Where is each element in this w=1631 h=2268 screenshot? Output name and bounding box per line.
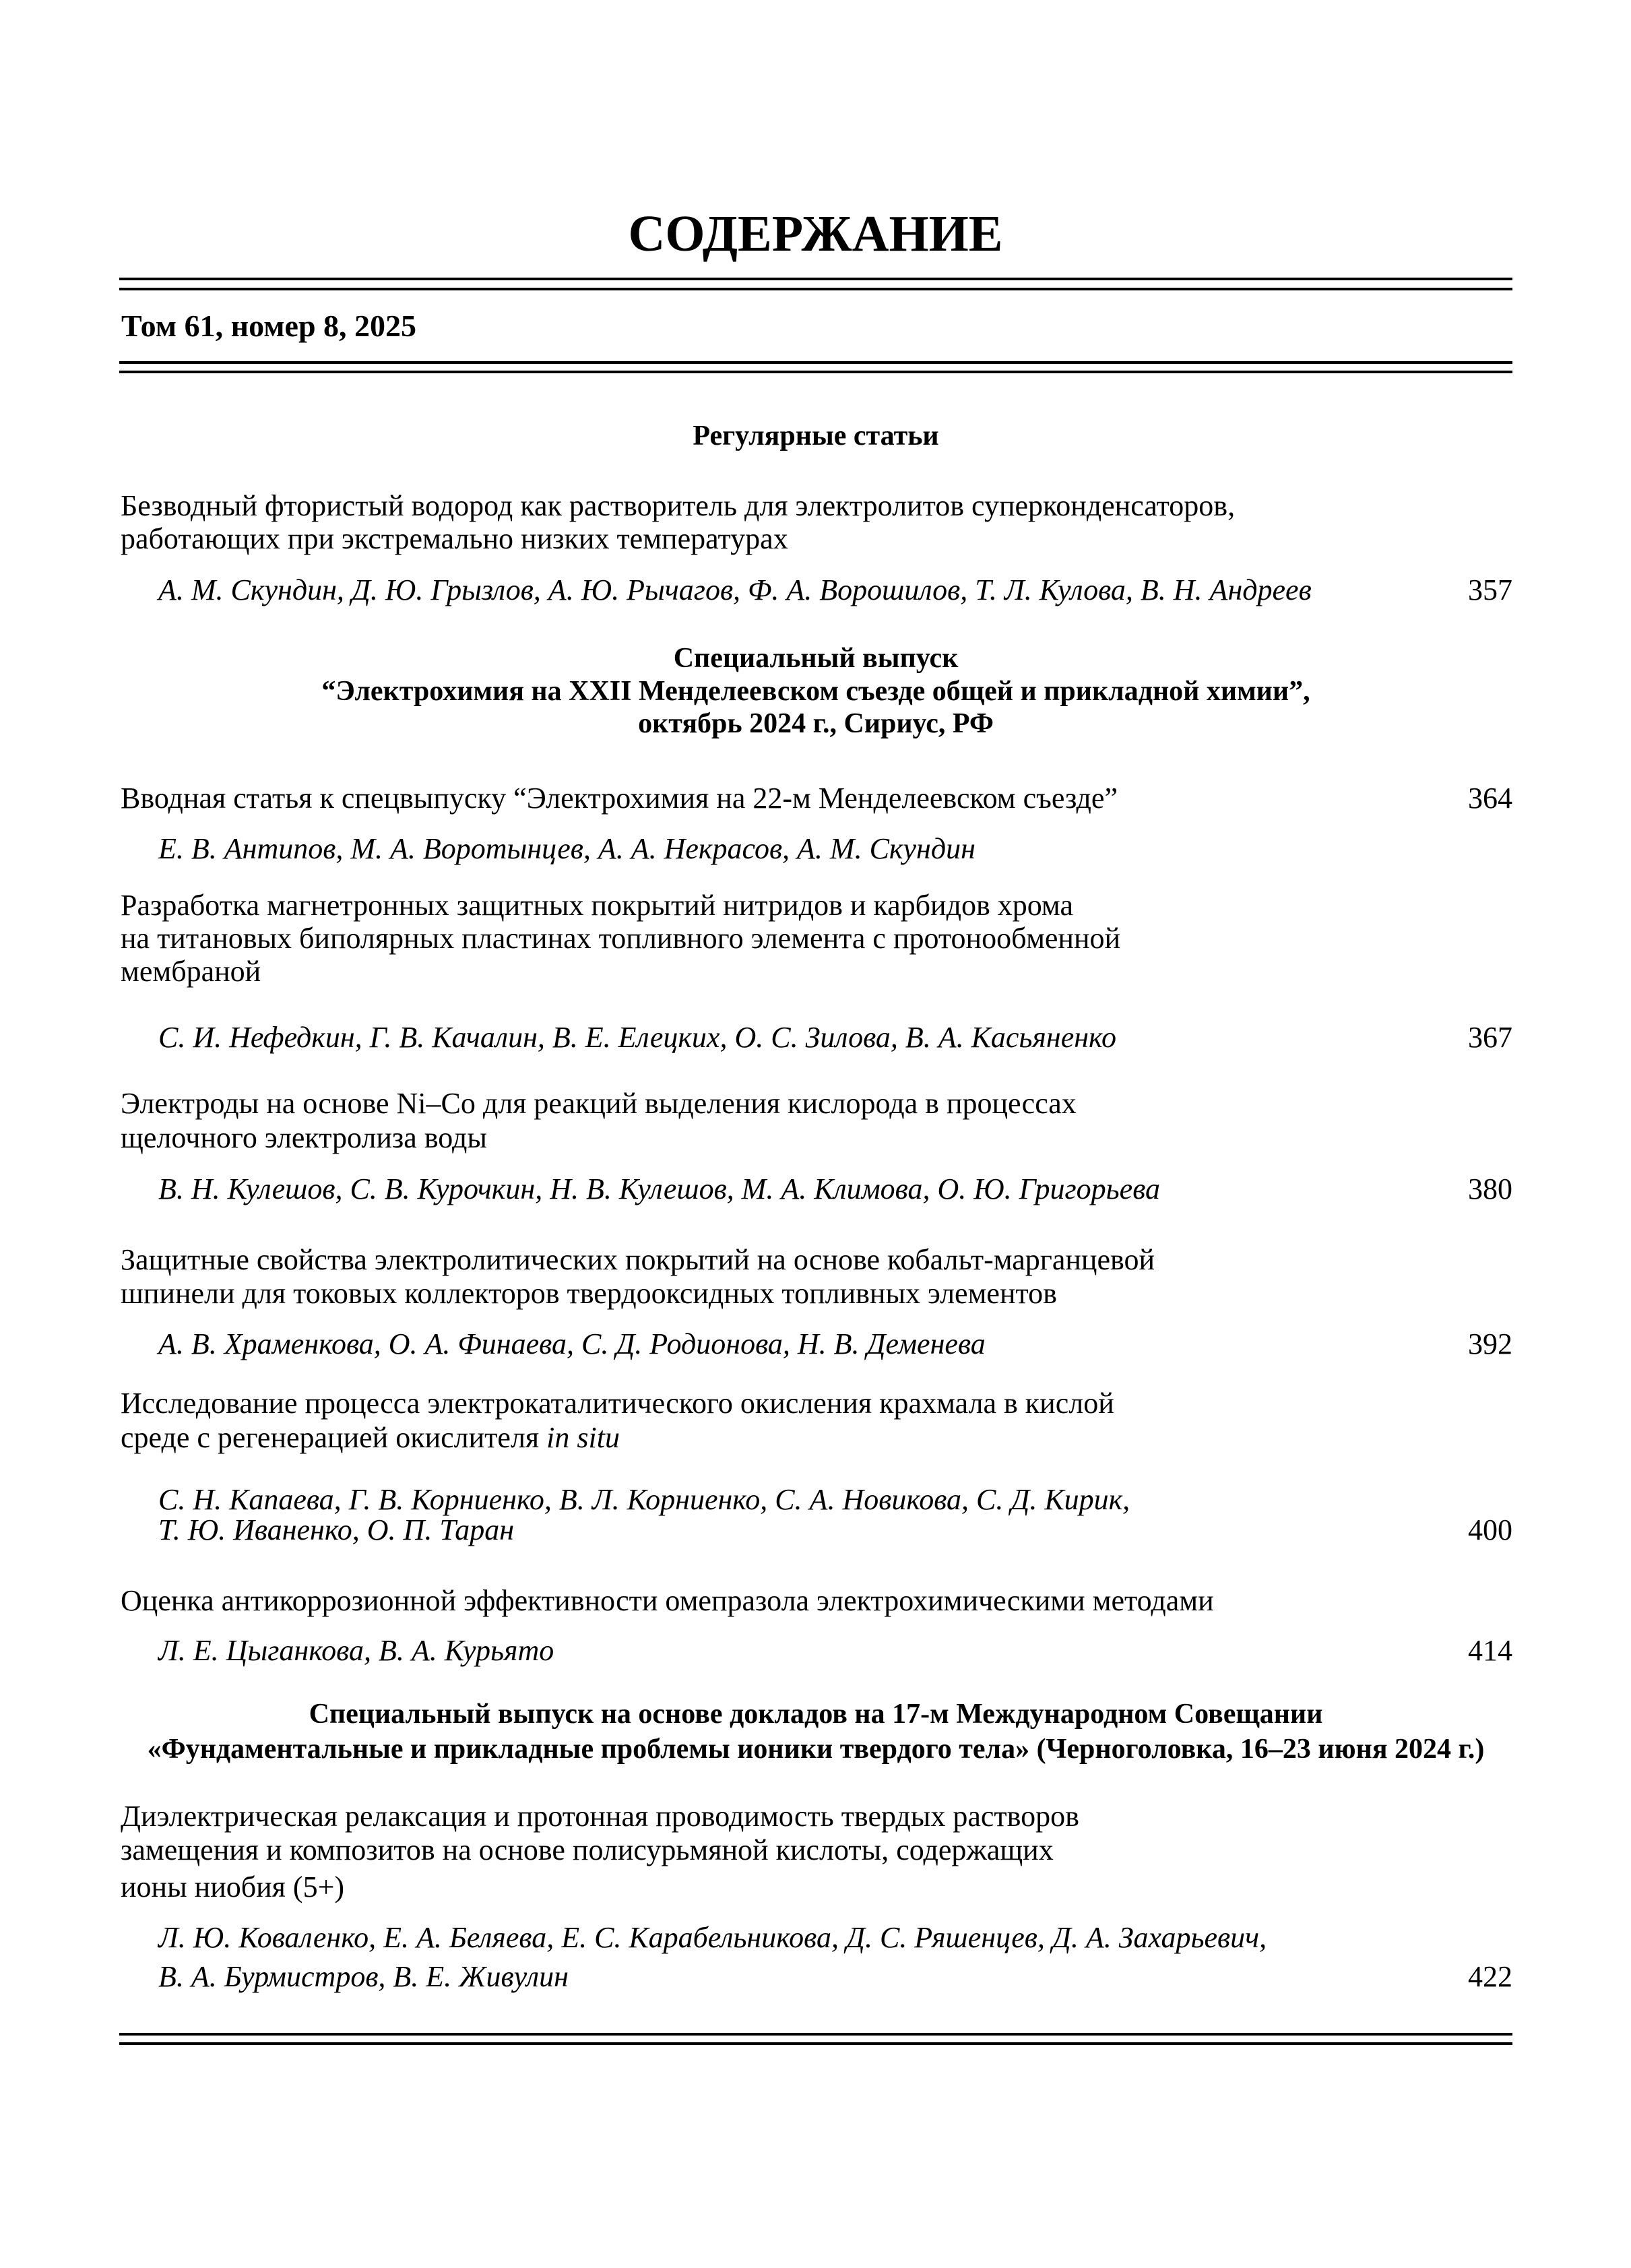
rule-bottom-2 [119,2042,1512,2045]
entry-title-line[interactable]: щелочного электролиза воды [121,1121,487,1154]
entry-page-number[interactable]: 422 [1468,1960,1512,1993]
entry-title-line[interactable]: Вводная статья к спецвыпуску “Электрохимия на 22-м Менделеевском съезде” [121,782,1118,815]
entry-authors: Л. Е. Цыганкова, В. А. Курьято [158,1634,554,1667]
section-heading-special-1: октябрь 2024 г., Сириус, РФ [638,708,994,739]
entry-authors: Е. В. Антипов, М. А. Воротынцев, А. А. Некрасов, А. М. Скундин [158,832,976,865]
entry-authors: А. В. Храменкова, О. А. Финаева, С. Д. Родионова, Н. В. Деменева [158,1327,986,1360]
rule-mid-2 [119,371,1512,373]
section-heading-special-1: “Электрохимия на XXII Менделеевском съезде общей и прикладной химии”, [321,676,1310,707]
entry-page-number[interactable]: 357 [1468,573,1512,606]
page-title: СОДЕРЖАНИЕ [628,206,1003,262]
entry-title-line[interactable]: ионы ниобия (5+) [121,1870,345,1903]
section-heading-special-2: «Фундаментальные и прикладные проблемы ионики твердого тела» (Черноголовка, 16–23 июня 2024 г.) [147,1734,1485,1765]
entry-title-text: среде с регенерацией окислителя [121,1421,547,1454]
entry-title-line[interactable]: Оценка антикоррозионной эффективности омепразола электрохимическими методами [121,1584,1214,1617]
entry-authors: С. И. Нефедкин, Г. В. Качалин, В. Е. Елецких, О. С. Зилова, В. А. Касьяненко [158,1021,1116,1054]
entry-authors: А. М. Скундин, Д. Ю. Грызлов, А. Ю. Рычагов, Ф. А. Ворошилов, Т. Л. Кулова, В. Н. Андреев [158,573,1312,606]
section-heading-special-2: Специальный выпуск на основе докладов на 17-м Международном Совещании [309,1699,1323,1730]
volume-info: Том 61, номер 8, 2025 [121,309,417,343]
rule-bottom-1 [119,2033,1512,2036]
entry-title-line[interactable]: Исследование процесса электрокаталитического окисления крахмала в кислой [121,1387,1114,1420]
entry-title-italic: in situ [546,1421,620,1454]
entry-title-line[interactable] [121,1423,620,1453]
entry-authors: Л. Ю. Коваленко, Е. А. Беляева, Е. С. Карабельникова, Д. С. Ряшенцев, Д. А. Захарьевич, [158,1921,1267,1954]
rule-top-1 [119,278,1512,280]
entry-title-line[interactable]: на титановых биполярных пластинах топливного элемента с протонообменной [121,922,1121,955]
entry-title-line[interactable]: работающих при экстремально низких температурах [121,522,788,555]
entry-title-line[interactable]: Электроды на основе Ni–Co для реакций выделения кислорода в процессах [121,1087,1077,1120]
entry-authors: С. Н. Капаева, Г. В. Корниенко, В. Л. Корниенко, С. А. Новикова, С. Д. Кирик, [158,1483,1130,1516]
entry-page-number[interactable]: 400 [1468,1513,1512,1546]
entry-page-number[interactable]: 414 [1468,1634,1512,1667]
entry-title-line[interactable]: шпинели для токовых коллекторов твердооксидных топливных элементов [121,1277,1057,1310]
rule-mid-1 [119,361,1512,364]
rule-top-2 [119,288,1512,290]
entry-title-line[interactable]: замещения и композитов на основе полисурьмяной кислоты, содержащих [121,1833,1054,1866]
entry-page-number[interactable]: 364 [1468,782,1512,815]
entry-page-number[interactable]: 380 [1468,1172,1512,1205]
section-heading-special-1: Специальный выпуск [673,643,959,674]
entry-title-line[interactable]: мембраной [121,955,261,988]
entry-title-line[interactable]: Защитные свойства электролитических покрытий на основе кобальт-марганцевой [121,1243,1155,1276]
entry-title-line[interactable]: Диэлектрическая релаксация и протонная проводимость твердых растворов [121,1800,1079,1833]
entry-title-line[interactable]: Разработка магнетронных защитных покрытий нитридов и карбидов хрома [121,889,1073,922]
entry-page-number[interactable]: 392 [1468,1327,1512,1360]
entry-authors: В. А. Бурмистров, В. Е. Живулин [158,1960,569,1993]
entry-title-line[interactable]: Безводный фтористый водород как растворитель для электролитов суперконденсаторов, [121,489,1236,522]
entry-page-number[interactable]: 367 [1468,1021,1512,1054]
entry-authors: Т. Ю. Иваненко, О. П. Таран [158,1513,515,1546]
section-heading-regular: Регулярные статьи [693,420,939,451]
entry-authors: В. Н. Кулешов, С. В. Курочкин, Н. В. Кулешов, М. А. Климова, О. Ю. Григорьева [158,1172,1160,1205]
